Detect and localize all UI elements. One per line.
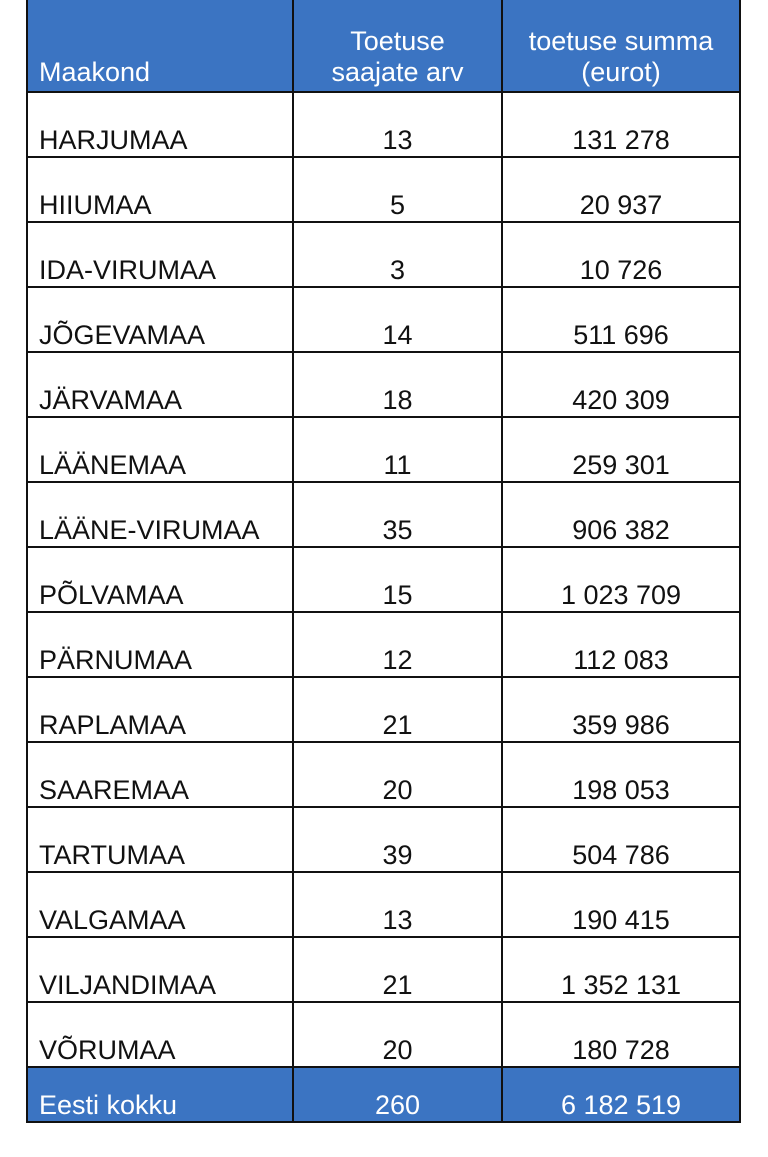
table-row bbox=[27, 157, 740, 222]
county-cell: JÕGEVAMAA bbox=[27, 287, 293, 352]
header-count-line1: Toetuse bbox=[350, 26, 445, 56]
table-row bbox=[27, 222, 740, 287]
county-cell: JÄRVAMAA bbox=[27, 352, 293, 417]
sum-cell: 190 415 bbox=[502, 872, 740, 937]
county-cell: PÕLVAMAA bbox=[27, 547, 293, 612]
count-cell: 18 bbox=[293, 352, 502, 417]
sum-cell: 198 053 bbox=[502, 742, 740, 807]
sum-cell: 112 083 bbox=[502, 612, 740, 677]
sum-cell: 906 382 bbox=[502, 482, 740, 547]
count-cell: 39 bbox=[293, 807, 502, 872]
total-label: Eesti kokku bbox=[27, 1067, 293, 1122]
table-row bbox=[27, 417, 740, 482]
sum-cell: 20 937 bbox=[502, 157, 740, 222]
header-support-sum bbox=[502, 0, 740, 92]
sum-cell: 10 726 bbox=[502, 222, 740, 287]
table-row bbox=[27, 352, 740, 417]
sum-cell: 504 786 bbox=[502, 807, 740, 872]
table-header bbox=[27, 0, 740, 92]
table-row bbox=[27, 677, 740, 742]
county-cell: LÄÄNE-VIRUMAA bbox=[27, 482, 293, 547]
sum-cell: 359 986 bbox=[502, 677, 740, 742]
total-count: 260 bbox=[293, 1067, 502, 1122]
county-cell: VILJANDIMAA bbox=[27, 937, 293, 1002]
county-cell: RAPLAMAA bbox=[27, 677, 293, 742]
count-cell: 3 bbox=[293, 222, 502, 287]
table-row bbox=[27, 612, 740, 677]
header-sum-line2: (eurot) bbox=[581, 57, 661, 87]
header-recipient-count bbox=[293, 0, 502, 92]
count-cell: 12 bbox=[293, 612, 502, 677]
table-row bbox=[27, 482, 740, 547]
table-row bbox=[27, 937, 740, 1002]
sum-cell: 1 352 131 bbox=[502, 937, 740, 1002]
header-county bbox=[27, 0, 293, 92]
table-row bbox=[27, 742, 740, 807]
county-cell: LÄÄNEMAA bbox=[27, 417, 293, 482]
count-cell: 13 bbox=[293, 872, 502, 937]
county-cell: IDA-VIRUMAA bbox=[27, 222, 293, 287]
count-cell: 21 bbox=[293, 677, 502, 742]
sum-cell: 180 728 bbox=[502, 1002, 740, 1067]
county-cell: PÄRNUMAA bbox=[27, 612, 293, 677]
table-row bbox=[27, 287, 740, 352]
county-cell: VALGAMAA bbox=[27, 872, 293, 937]
count-cell: 20 bbox=[293, 742, 502, 807]
count-cell: 13 bbox=[293, 92, 502, 157]
header-sum-line1: toetuse summa bbox=[528, 26, 714, 56]
count-cell: 11 bbox=[293, 417, 502, 482]
total-row bbox=[27, 1067, 740, 1122]
county-cell: HARJUMAA bbox=[27, 92, 293, 157]
sum-cell: 259 301 bbox=[502, 417, 740, 482]
table-footer bbox=[27, 1067, 740, 1122]
county-cell: SAAREMAA bbox=[27, 742, 293, 807]
count-cell: 20 bbox=[293, 1002, 502, 1067]
count-cell: 5 bbox=[293, 157, 502, 222]
header-count-line2: saajate arv bbox=[331, 57, 464, 87]
sum-cell: 131 278 bbox=[502, 92, 740, 157]
count-cell: 15 bbox=[293, 547, 502, 612]
table-row bbox=[27, 872, 740, 937]
support-table bbox=[26, 0, 741, 1123]
county-cell: VÕRUMAA bbox=[27, 1002, 293, 1067]
count-cell: 21 bbox=[293, 937, 502, 1002]
table-row bbox=[27, 1002, 740, 1067]
sum-cell: 1 023 709 bbox=[502, 547, 740, 612]
count-cell: 14 bbox=[293, 287, 502, 352]
county-cell: TARTUMAA bbox=[27, 807, 293, 872]
total-sum: 6 182 519 bbox=[502, 1067, 740, 1122]
table-row bbox=[27, 547, 740, 612]
table-row bbox=[27, 807, 740, 872]
table-row bbox=[27, 92, 740, 157]
county-cell: HIIUMAA bbox=[27, 157, 293, 222]
header-row bbox=[27, 0, 740, 92]
table-body bbox=[27, 92, 740, 1067]
sum-cell: 511 696 bbox=[502, 287, 740, 352]
sum-cell: 420 309 bbox=[502, 352, 740, 417]
count-cell: 35 bbox=[293, 482, 502, 547]
header-county-label: Maakond bbox=[39, 57, 151, 87]
